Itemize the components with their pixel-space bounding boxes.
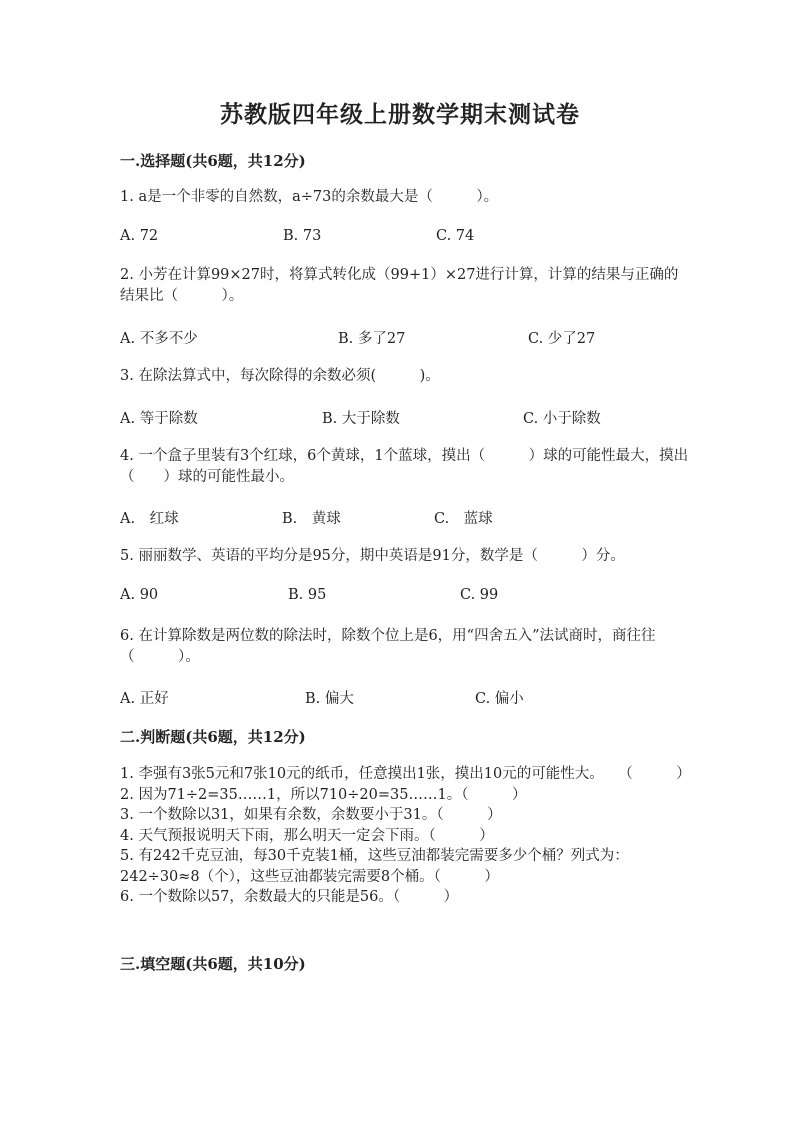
option-c: C. 74 (436, 228, 475, 244)
option-c: C. 99 (460, 587, 499, 603)
question-5: 5. 丽丽数学、英语的平均分是95分，期中英语是91分，数学是（ ）分。 (120, 548, 625, 564)
question-4-options (120, 507, 690, 529)
option-a: A. 红球 (120, 511, 179, 527)
option-a: A. 不多不少 (120, 331, 198, 347)
option-b: B. 黄球 (282, 511, 341, 527)
question-1: 1. a是一个非零的自然数，a÷73的余数最大是（ ）。 (120, 189, 499, 205)
option-c: C. 蓝球 (434, 511, 493, 527)
option-b: B. 多了27 (338, 331, 406, 347)
section-2-heading: 二.判断题(共6题，共12分) (120, 728, 306, 746)
question-3-options (120, 407, 690, 429)
option-c: C. 小于除数 (523, 411, 601, 427)
question-2-options (120, 327, 690, 349)
option-b: B. 73 (283, 228, 322, 244)
judgment-item: 2. 因为71÷2=35……1，所以710÷20=35……1。（ ） (120, 786, 527, 803)
judgment-item: 3. 一个数除以31，如果有余数，余数要小于31。（ ） (120, 807, 502, 823)
question-6-options (120, 687, 690, 709)
page-title: 苏教版四年级上册数学期末测试卷 (220, 101, 580, 128)
judgment-item: 5. 有242千克豆油，每30千克装1桶，这些豆油都装完需要多少个桶？列式为：242÷30≈8（个），这些豆油都装完需要8个桶。（ ） (120, 848, 629, 885)
option-a: A. 正好 (120, 691, 169, 707)
question-5-options (120, 587, 690, 609)
section-3-heading: 三.填空题(共6题，共10分) (120, 955, 306, 973)
question-3: 3. 在除法算式中，每次除得的余数必须( )。 (120, 368, 440, 384)
judgment-list (120, 764, 690, 908)
judgment-item: 6. 一个数除以57，余数最大的只能是56。（ ） (120, 889, 459, 905)
option-a: A. 72 (120, 228, 159, 244)
option-a: A. 90 (120, 587, 159, 603)
option-b: B. 偏大 (305, 691, 354, 707)
judgment-item: 4. 天气预报说明天下雨，那么明天一定会下雨。（ ） (120, 827, 494, 844)
option-b: B. 95 (288, 587, 327, 603)
question-2: 2. 小芳在计算99×27时，将算式转化成（99+1）×27进行计算，计算的结果与正确的结果比（ ）。 (120, 267, 679, 304)
question-1-options (120, 228, 690, 250)
option-a: A. 等于除数 (120, 411, 198, 427)
option-b: B. 大于除数 (322, 411, 400, 427)
question-6: 6. 在计算除数是两位数的除法时，除数个位上是6，用“四舍五入”法试商时，商往往（ ）。 (120, 628, 656, 665)
section-1-heading: 一.选择题(共6题，共12分) (120, 152, 306, 170)
question-4: 4. 一个盒子里装有3个红球，6个黄球，1个蓝球，摸出（ ）球的可能性最大，摸出（ ）球的可能性最小。 (120, 448, 689, 485)
option-c: C. 少了27 (528, 331, 596, 347)
judgment-item: 1. 李强有3张5元和7张10元的纸币，任意摸出1张，摸出10元的可能性大。 （ ） (120, 766, 691, 782)
option-c: C. 偏小 (475, 691, 524, 707)
